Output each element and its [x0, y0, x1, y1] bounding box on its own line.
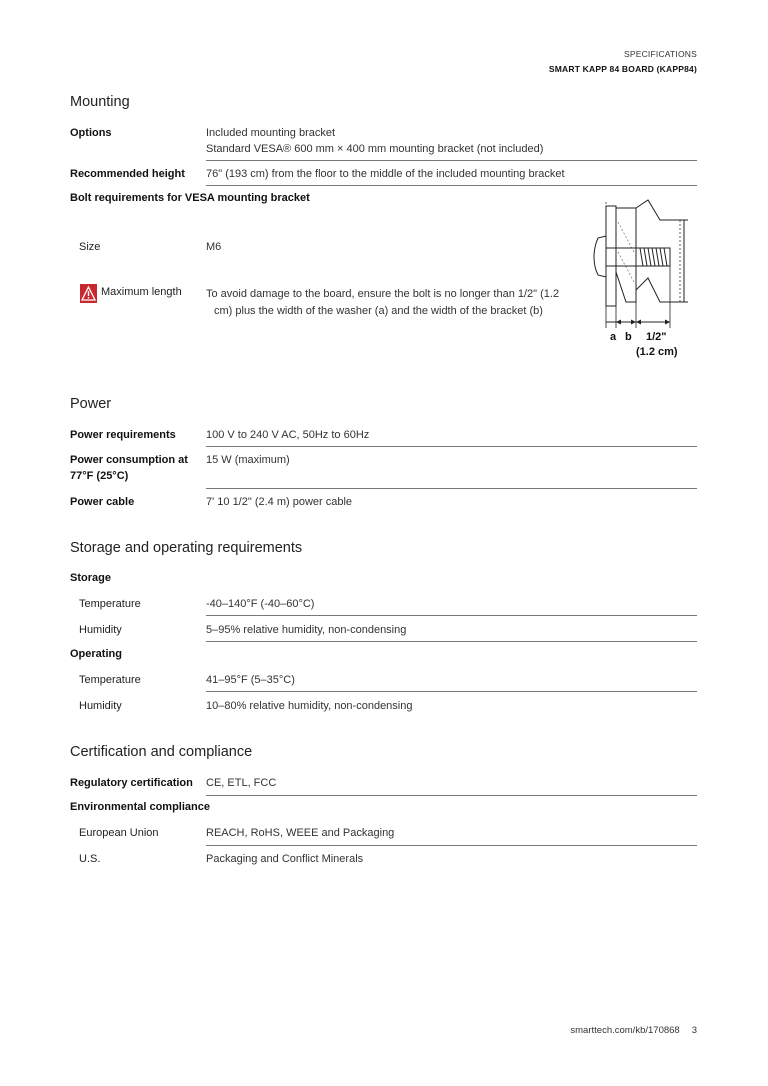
- spec-label: European Union: [79, 827, 159, 839]
- header-section-name: SPECIFICATIONS: [623, 49, 697, 59]
- maximum-length-line-1: To avoid damage to the board, ensure the bolt is no longer than 1/2" (1.2: [206, 288, 560, 300]
- row-divider: [206, 615, 697, 616]
- diagram-label-b: b: [625, 331, 632, 343]
- spec-row-power-consumption: [70, 452, 697, 486]
- spec-label: Options: [70, 127, 112, 139]
- spec-value: 7' 10 1/2" (2.4 m) power cable: [206, 496, 353, 508]
- section-title-storage-operating: Storage and operating requirements: [70, 540, 303, 556]
- footer-url[interactable]: smarttech.com/kb/170868: [570, 1025, 680, 1036]
- spec-value: Packaging and Conflict Minerals: [206, 853, 364, 865]
- diagram-arrowhead: [636, 320, 641, 325]
- row-divider: [206, 185, 697, 186]
- page-number: 3: [691, 1025, 697, 1036]
- diagram-hatch: [618, 252, 634, 282]
- spec-label: Regulatory certification: [70, 777, 193, 789]
- options-line-1: Included mounting bracket: [206, 127, 336, 139]
- spec-value: CE, ETL, FCC: [206, 777, 277, 789]
- spec-label: Humidity: [79, 624, 122, 636]
- spec-value: REACH, RoHS, WEEE and Packaging: [206, 827, 395, 839]
- diagram-arrowhead: [631, 320, 636, 325]
- header-product-name: SMART KAPP 84 BOARD (KAPP84): [548, 64, 697, 74]
- row-divider: [206, 160, 697, 161]
- spec-value: -40–140°F (-40–60°C): [206, 598, 315, 610]
- spec-value: 41–95°F (5–35°C): [206, 674, 295, 686]
- spec-label: Power cable: [70, 496, 135, 508]
- row-divider: [206, 446, 697, 447]
- row-divider: [206, 488, 697, 489]
- section-title-certification: Certification and compliance: [70, 744, 253, 760]
- spec-value: [206, 125, 697, 157]
- subheading-storage: Storage: [70, 572, 111, 584]
- spec-value: 15 W (maximum): [206, 454, 290, 466]
- power-consumption-label-2: 77°F (25°C): [70, 470, 129, 482]
- spec-label: Humidity: [79, 700, 122, 712]
- diagram-label-a: a: [610, 331, 617, 343]
- section-title-mounting: Mounting: [70, 94, 130, 110]
- spec-value: 5–95% relative humidity, non-condensing: [206, 624, 407, 636]
- page-footer: [570, 1025, 697, 1036]
- spec-label: Power requirements: [70, 429, 176, 441]
- diagram-label-cm: (1.2 cm): [636, 346, 678, 358]
- diagram-arrowhead: [665, 320, 670, 325]
- spec-value: 100 V to 240 V AC, 50Hz to 60Hz: [206, 429, 370, 441]
- section-title-power: Power: [70, 396, 112, 412]
- row-divider: [206, 795, 697, 796]
- bolt-diagram: [588, 192, 703, 364]
- spec-label: Temperature: [79, 598, 141, 610]
- diagram-board-profile: [636, 200, 688, 220]
- warning-icon: [80, 284, 97, 303]
- subheading-operating: Operating: [70, 648, 122, 660]
- diagram-bracket: [616, 208, 636, 302]
- maximum-length-value: [206, 286, 596, 320]
- row-divider: [206, 845, 697, 846]
- diagram-washer: [606, 206, 616, 306]
- power-consumption-label-1: Power consumption at: [70, 454, 188, 466]
- spec-label: Recommended height: [70, 168, 185, 180]
- diagram-arrowhead: [616, 320, 621, 325]
- spec-label: Size: [79, 241, 101, 253]
- spec-value: 10–80% relative humidity, non-condensing: [206, 700, 413, 712]
- diagram-bolt-threads: [640, 248, 667, 266]
- spec-value: M6: [206, 241, 222, 253]
- spec-label: [70, 452, 200, 484]
- spec-label: Temperature: [79, 674, 141, 686]
- row-divider: [206, 691, 697, 692]
- row-divider: [206, 641, 697, 642]
- spec-label: U.S.: [79, 853, 101, 865]
- diagram-label-half-inch: 1/2": [646, 331, 667, 343]
- options-line-2: Standard VESA® 600 mm × 400 mm mounting bracket (not included): [206, 143, 544, 155]
- diagram-bolt-head: [594, 236, 606, 277]
- subheading-bolt-requirements: Bolt requirements for VESA mounting bracket: [70, 192, 310, 204]
- subheading-environmental-compliance: Environmental compliance: [70, 801, 210, 813]
- spec-row-options: [70, 125, 697, 159]
- maximum-length-label: Maximum length: [101, 286, 182, 298]
- maximum-length-line-2: cm) plus the width of the washer (a) and the width of the bracket (b): [214, 305, 543, 317]
- spec-value: 76" (193 cm) from the floor to the middle of the included mounting bracket: [206, 168, 565, 180]
